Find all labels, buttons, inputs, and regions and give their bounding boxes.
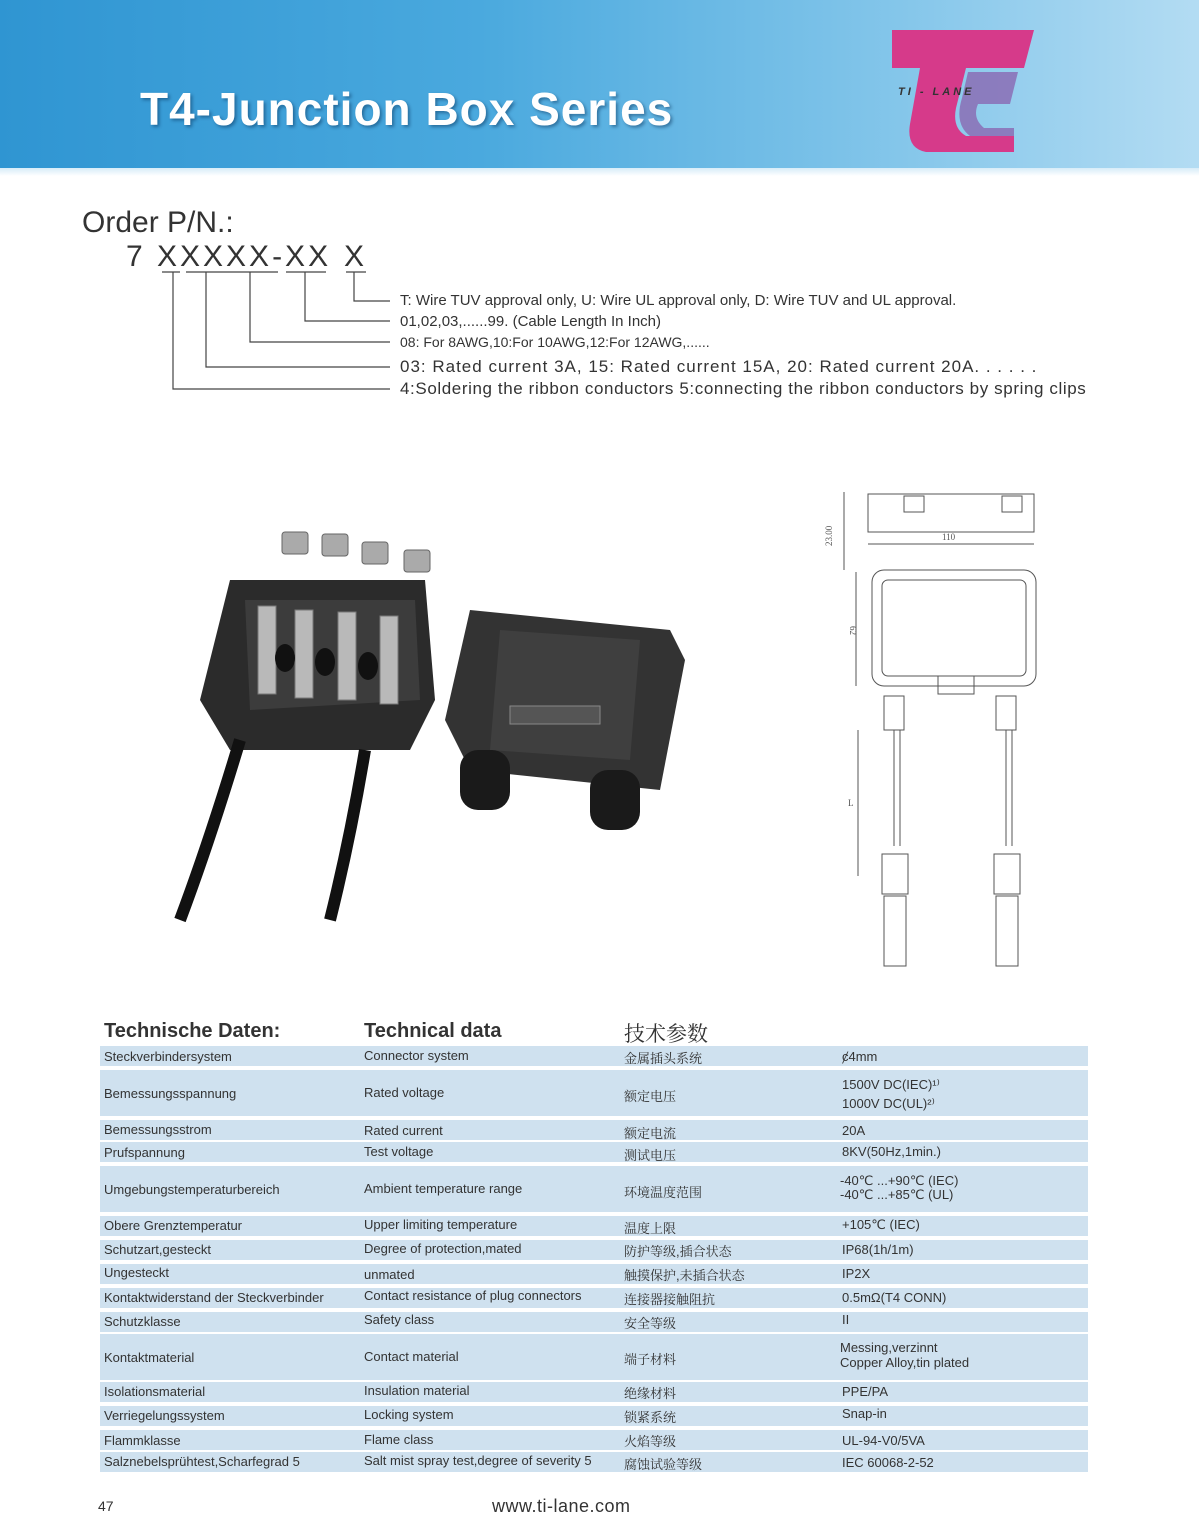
header-chinese: 技术参数 [624,1023,708,1046]
technical-drawing [820,486,1050,986]
cell-cn: 防护等级,插合状态 [624,1244,732,1259]
cell-en: Insulation material [364,1383,470,1398]
cell-de: Isolationsmaterial [104,1384,206,1399]
cell-value: 0.5mΩ(T4 CONN) [842,1290,947,1305]
cell-cn: 腐蚀试验等级 [624,1457,703,1472]
cell-de: Flammklasse [104,1433,181,1448]
dim-width: 110 [942,532,956,542]
header-english: Technical data [364,1020,502,1042]
header-divider [0,168,1199,176]
cell-value-2: -40℃ ...+85℃ (UL) [840,1187,954,1202]
cell-de: Obere Grenztemperatur [104,1218,243,1233]
order-title: Order P/N.: [82,206,234,239]
cell-en: Salt mist spray test,degree of severity 5 [364,1453,592,1468]
table-row [100,1312,1088,1332]
cell-value: IEC 60068-2-52 [842,1455,934,1470]
table-row [100,1452,1088,1472]
table-row [100,1216,1088,1236]
cell-value: II [842,1312,850,1327]
table-row [100,1120,1088,1140]
cell-cn: 锁紧系统 [624,1410,677,1425]
cell-en: Safety class [364,1312,435,1327]
cell-cn: 火焰等级 [624,1434,677,1449]
cell-cn: 连接器接触阻抗 [624,1292,716,1307]
cell-value: +105℃ (IEC) [842,1217,920,1232]
cell-value: Snap-in [842,1406,887,1421]
table-row [100,1334,1088,1380]
junction-box-photo [170,520,710,930]
cell-en: Rated voltage [364,1085,445,1100]
cell-cn: 测试电压 [624,1148,677,1163]
cell-cn: 额定电流 [624,1126,677,1141]
cell-en: Connector system [364,1048,469,1063]
cell-value: -40℃ ...+90℃ (IEC) [840,1173,959,1188]
cell-en: Degree of protection,mated [364,1241,522,1256]
cell-de: Schutzklasse [104,1314,181,1329]
table-row [100,1166,1088,1212]
pn-desc-approval: T: Wire TUV approval only, U: Wire UL approval only, D: Wire TUV and UL approval. [400,292,957,309]
cell-en: Flame class [364,1432,434,1447]
cell-value: 8KV(50Hz,1min.) [842,1144,941,1159]
website-url[interactable]: www.ti-lane.com [492,1496,631,1516]
cell-cn: 触摸保护,未插合状态 [624,1268,745,1283]
cell-en: Upper limiting temperature [364,1217,518,1232]
table-row [100,1142,1088,1162]
cell-value: 20A [842,1123,866,1138]
cell-value: UL-94-V0/5VA [842,1433,925,1448]
cell-cn: 环境温度范围 [624,1185,703,1200]
cell-de: Umgebungstemperaturbereich [104,1182,280,1197]
cell-cn: 端子材料 [624,1352,677,1367]
cell-value-2: Copper Alloy,tin plated [840,1355,970,1370]
cell-de: Steckverbindersystem [104,1049,232,1064]
header-german: Technische Daten: [104,1020,281,1042]
page-number: 47 [98,1498,114,1514]
cell-cn: 额定电压 [624,1089,677,1104]
cell-de: Kontaktwiderstand der Steckverbinder [104,1290,324,1305]
cell-cn: 绝缘材料 [624,1386,677,1401]
table-row [100,1046,1088,1066]
pn-desc-awg: 08: For 8AWG,10:For 10AWG,12:For 12AWG,...... [400,334,710,350]
dim-depth: 23.00 [824,525,834,546]
page-title: T4-Junction Box Series [140,83,674,135]
cell-en: Rated current [364,1123,443,1138]
cell-cn: 金属插头系统 [624,1051,703,1066]
cell-de: Ungesteckt [104,1265,170,1280]
table-row [100,1382,1088,1402]
pn-desc-rated-current: 03: Rated current 3A, 15: Rated current 15A, 20: Rated current 20A. . . . . . [400,357,1038,376]
cell-value: IP2X [842,1266,871,1281]
table-row [100,1406,1088,1426]
cell-value: 1500V DC(IEC)¹⁾ [842,1077,940,1092]
cell-de: Verriegelungssystem [104,1408,225,1423]
table-row [100,1430,1088,1450]
pn-desc-ribbon-conductor: 4:Soldering the ribbon conductors 5:connecting the ribbon conductors by spring clips [400,379,1087,398]
cell-en: Locking system [364,1407,454,1422]
cell-de: Schutzart,gesteckt [104,1242,211,1257]
cell-value: PPE/PA [842,1384,889,1399]
dim-cable-length: L [848,798,854,808]
cell-de: Salznebelsprühtest,Scharfegrad 5 [104,1454,300,1469]
cell-de: Kontaktmaterial [104,1350,195,1365]
cell-value: IP68(1h/1m) [842,1242,914,1257]
table-row [100,1070,1088,1116]
part-number-suffix: X [344,240,365,273]
logo-text: TI - LANE [898,86,975,98]
table-row [100,1288,1088,1308]
cell-en: Contact resistance of plug connectors [364,1288,582,1303]
pn-desc-cable-length: 01,02,03,......99. (Cable Length In Inch) [400,313,662,330]
cell-en: Test voltage [364,1144,434,1159]
cell-de: Prufspannung [104,1145,185,1160]
cell-value: ȼ4mm [842,1049,878,1064]
dim-height: 62 [848,626,858,635]
cell-en: Contact material [364,1349,459,1364]
cell-de: Bemessungsspannung [104,1086,237,1101]
cell-cn: 温度上限 [624,1221,677,1236]
table-row [100,1264,1088,1284]
cell-cn: 安全等级 [624,1316,677,1331]
cell-value-2: 1000V DC(UL)²⁾ [842,1096,935,1111]
cell-value: Messing,verzinnt [840,1340,938,1355]
part-number-code: 7 XXXXX-XX [126,240,332,273]
cell-en: Ambient temperature range [364,1181,523,1196]
cell-de: Bemessungsstrom [104,1122,212,1137]
table-row [100,1240,1088,1260]
cell-en: unmated [364,1267,415,1282]
